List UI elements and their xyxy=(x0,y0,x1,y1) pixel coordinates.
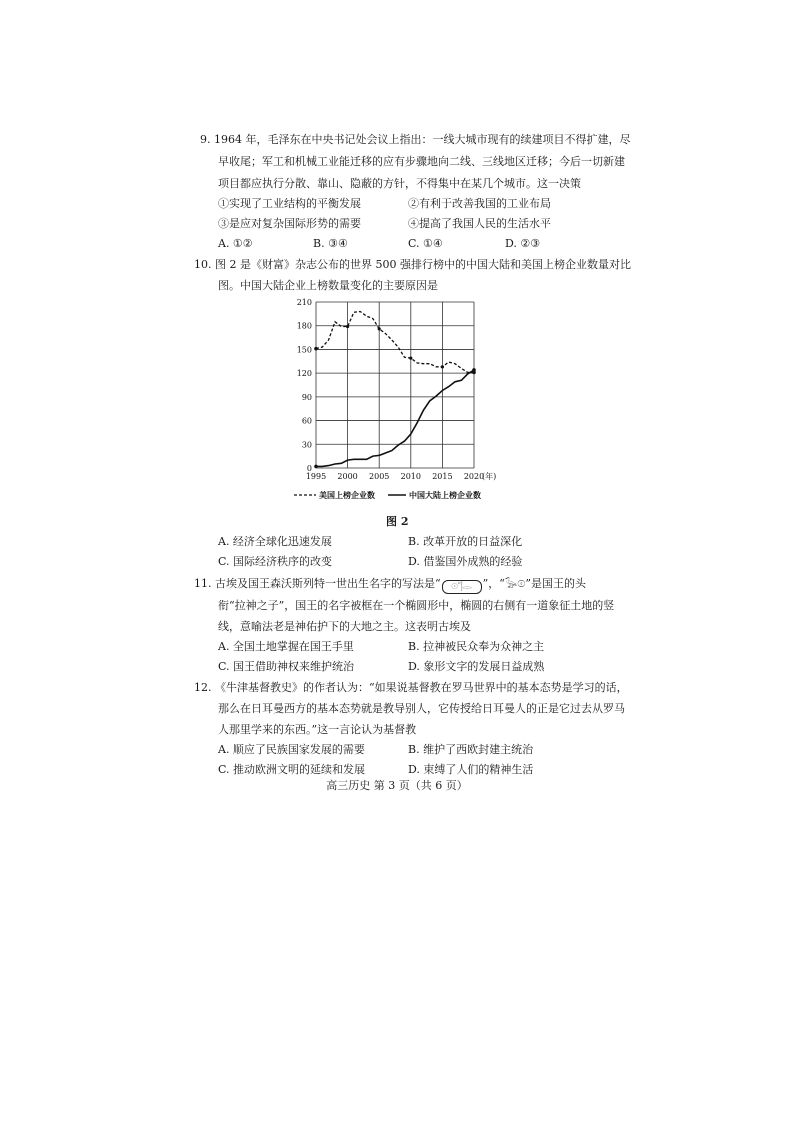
q11-line-3: 线，意喻法老是神佑护下的大地之主。这表明古埃及 xyxy=(218,620,471,633)
q11-option-a[interactable]: A. 全国土地掌握在国王手里 xyxy=(218,640,354,653)
q12-option-c[interactable]: C. 推动欧洲文明的延续和发展 xyxy=(218,763,366,776)
series-endpoint xyxy=(472,368,476,372)
q9-option-d[interactable]: D. ②③ xyxy=(505,237,541,250)
q12-option-d[interactable]: D. 束缚了人们的精神生活 xyxy=(408,763,534,776)
x-tick-labels xyxy=(306,471,496,481)
q11-line-1-part-b: ”，“ xyxy=(482,577,505,590)
q10-line-1: 10. 图 2 是《财富》杂志公布的世界 500 强排行榜中的中国大陆和美国上榜企业数量对比 xyxy=(194,258,631,271)
q9-line-3: 项目都应执行分散、靠山、隐蔽的方针，不得集中在某几个城市。这一决策 xyxy=(218,177,581,190)
series-endpoint xyxy=(314,347,318,351)
q12-line-3: 人那里学来的东西。”这一言论认为基督教 xyxy=(218,723,417,736)
hieroglyph-son-of-ra-icon: 𓅭𓇳 xyxy=(504,579,526,590)
q11-line-2: 衔“拉神之子”，国王的名字被框在一个椭圆形中，椭圆的右侧有一道象征土地的竖 xyxy=(218,599,615,612)
q11-line-1-part-a: 11. 古埃及国王森沃斯列特一世出生名字的写法是“ xyxy=(194,577,441,590)
x-tick-label: 1995 xyxy=(305,472,327,481)
x-tick-label: 2020 xyxy=(463,472,485,481)
series-line-1 xyxy=(316,312,474,373)
y-tick-label: 150 xyxy=(296,345,312,355)
y-tick-label: 30 xyxy=(301,440,312,450)
figure-caption: 图 2 xyxy=(386,515,409,528)
y-tick-label: 90 xyxy=(301,392,312,402)
y-tick-label: 210 xyxy=(296,298,312,307)
x-tick-label: 2010 xyxy=(400,472,421,481)
chart-legend xyxy=(294,490,481,500)
q11-option-c[interactable]: C. 国王借助神权来维护统治 xyxy=(218,660,355,673)
q12-line-1: 12. 《牛津基督教史》的作者认为：“如果说基督教在罗马世界中的基本态势是学习的话， xyxy=(194,681,628,694)
q11-line-1 xyxy=(194,577,586,594)
x-tick-label: 2000 xyxy=(337,472,358,481)
legend-label-china: 中国大陆上榜企业数 xyxy=(409,490,481,500)
series-line-2 xyxy=(316,370,474,466)
q9-line-1: 9. 1964 年，毛泽东在中央书记处会议上指出：一线大城市现有的续建项目不得扩建，尽 xyxy=(200,133,631,146)
x-tick-label: 2015 xyxy=(432,472,453,481)
x-axis-label: (年) xyxy=(482,472,497,481)
y-tick-label: 180 xyxy=(296,321,312,331)
q12-line-2: 那么在日耳曼西方的基本态势就是教导别人，它传授给日耳曼人的正是它过去从罗马 xyxy=(218,702,625,715)
y-tick-labels xyxy=(297,298,312,473)
y-tick-label: 60 xyxy=(301,416,312,426)
q9-line-2: 早收尾；军工和机械工业能迁移的应有步骤地向二线、三线地区迁移；今后一切新建 xyxy=(218,155,625,168)
q11-line-1-part-c: ”是国王的头 xyxy=(525,577,586,590)
q9-statement-1: ①实现了工业结构的平衡发展 xyxy=(218,197,361,210)
q9-statement-2: ②有利于改善我国的工业布局 xyxy=(408,197,551,210)
legend-label-usa: 美国上榜企业数 xyxy=(319,490,375,500)
q11-option-d[interactable]: D. 象形文字的发展日益成熟 xyxy=(408,660,545,673)
q12-option-b[interactable]: B. 维护了西欧封建主统治 xyxy=(408,743,534,756)
series-marker xyxy=(346,325,349,328)
q10-option-b[interactable]: B. 改革开放的日益深化 xyxy=(408,535,523,548)
q10-line-2: 图。中国大陆企业上榜数量变化的主要原因是 xyxy=(218,279,438,292)
q9-option-a[interactable]: A. ①② xyxy=(218,237,253,250)
series-marker xyxy=(378,327,381,330)
x-tick-label: 2005 xyxy=(369,472,390,481)
y-tick-label: 0 xyxy=(306,464,312,473)
q10-option-a[interactable]: A. 经济全球化迅速发展 xyxy=(218,535,332,548)
series-endpoint xyxy=(314,465,318,469)
q9-option-b[interactable]: B. ③④ xyxy=(313,237,348,250)
q9-option-c[interactable]: C. ①④ xyxy=(408,237,443,250)
enterprise-count-chart xyxy=(290,296,530,518)
q9-statement-3: ③是应对复杂国际形势的需要 xyxy=(218,217,361,230)
y-tick-label: 120 xyxy=(296,369,312,379)
chart-series xyxy=(314,312,476,469)
q12-option-a[interactable]: A. 顺应了民族国家发展的需要 xyxy=(218,743,365,756)
q9-statement-4: ④提高了我国人民的生活水平 xyxy=(408,217,551,230)
hieroglyph-cartouche-icon: 𓇳𓊹𓂋 xyxy=(442,580,482,594)
q11-option-b[interactable]: B. 拉神被民众奉为众神之主 xyxy=(408,640,545,653)
q10-option-c[interactable]: C. 国际经济秩序的改变 xyxy=(218,555,333,568)
series-marker xyxy=(409,357,412,360)
series-marker xyxy=(441,365,444,368)
q10-option-d[interactable]: D. 借鉴国外成熟的经验 xyxy=(408,555,523,568)
page-footer: 高三历史 第 3 页（共 6 页） xyxy=(326,779,468,792)
